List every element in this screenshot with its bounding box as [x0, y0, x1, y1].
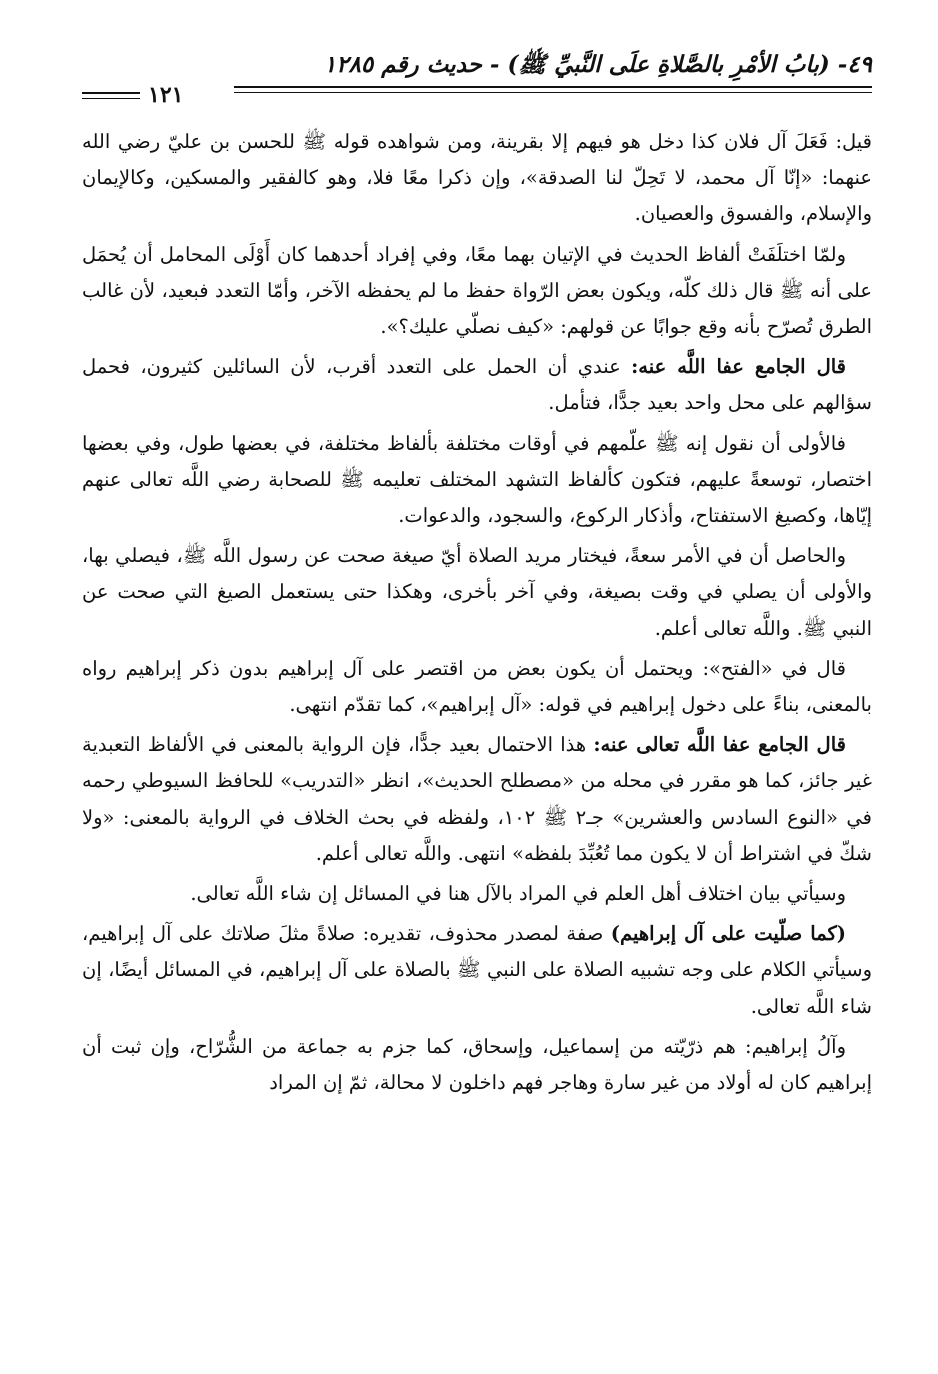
document-page: [82, 48, 872, 1105]
paragraph-text: فالأولى أن نقول إنه ﷺ علّمهم في أوقات مختلفة بألفاظ مختلفة، في بعضها طول، وفي بعضها اختصار، توسعةً عليهم، فتكون كألفاظ التشهد المختلف تعليمه ﷺ للصحابة رضي اللَّه تعالى عنهم إيّاها، وكصيغ الاستفتاح، وأذكار الركوع، والسجود، والدعوات.: [82, 431, 872, 528]
paragraph-text: صفة لمصدر محذوف، تقديره: صلاةً مثلَ صلاتك على آل إبراهيم، وسيأتي الكلام على وجه تشبيه الصلاة على النبي ﷺ بالصلاة على آل إبراهيم، في المسائل أيضًا، إن شاء اللَّه تعالى.: [82, 922, 872, 1018]
page-header: [82, 48, 872, 108]
paragraph-text: هذا الاحتمال بعيد جدًّا، فإن الرواية بالمعنى في الألفاظ التعبدية غير جائز، كما هو مقرر في محله من «مصطلح الحديث»، انظر «التدريب» للحافظ السيوطي رحمه في «النوع السادس والعشرين» جـ٢ ﷺ ١٠٢، ولفظه في بحث الخلاف في الرواية بالمعنى: «ولا شكّ في اشتراط أن لا يكون مما تُعُبِّدَ بلفظه» انتهى. واللَّه تعالى أعلم.: [82, 733, 872, 865]
paragraph-10: [82, 1029, 872, 1101]
page-number-rule-thin: [82, 98, 140, 99]
page-number-rule-thick: [82, 92, 140, 94]
paragraph-text: وسيأتي بيان اختلاف أهل العلم في المراد بالآل هنا في المسائل إن شاء اللَّه تعالى.: [190, 882, 846, 906]
paragraph-lead: (كما صلّيت على آل إبراهيم): [610, 922, 846, 946]
paragraph-8: [82, 876, 872, 912]
paragraph-text: والحاصل أن في الأمر سعةً، فيختار مريد الصلاة أيّ صيغة صحت عن رسول اللَّه ﷺ، فيصلي بها، والأولى أن يصلي في وقت بصيغة، وفي آخر بأخرى، وهكذا حتى يستعمل الصيغ التي صحت عن النبي ﷺ. واللَّه تعالى أعلم.: [82, 544, 872, 640]
header-rule-thick: [234, 86, 872, 88]
paragraph-text: قال في «الفتح»: ويحتمل أن يكون بعض من اقتصر على آل إبراهيم بدون ذكر إبراهيم رواه بالمعنى، بناءً على دخول إبراهيم في قوله: «آل إبراهيم»، كما تقدّم انتهى.: [82, 656, 872, 717]
chapter-heading: ٤٩- (بابُ الأمْرِ بالصَّلاةِ علَى النَّبيِّ ﷺ) - حديث رقم ١٢٨٥: [323, 51, 872, 78]
paragraph-9: [82, 916, 872, 1025]
paragraph-6: [82, 651, 872, 723]
page-number: ١٢١: [148, 82, 184, 108]
paragraph-1: [82, 124, 872, 233]
body-text: [82, 124, 872, 1101]
paragraph-lead: قال الجامع عفا اللَّه عنه:: [631, 355, 846, 379]
paragraph-text: عندي أن الحمل على التعدد أقرب، لأن السائلين كثيرون، فحمل سؤالهم على محل واحد بعيد جدًّا، فتأمل.: [82, 355, 872, 415]
paragraph-5: [82, 538, 872, 647]
paragraph-3: [82, 349, 872, 421]
header-rule-thin: [234, 92, 872, 93]
paragraph-text: وآلُ إبراهيم: هم ذرّيّته من إسماعيل، وإسحاق، كما جزم به جماعة من الشُّرّاح، وإن ثبت أن إبراهيم كان له أولاد من غير سارة وهاجر فهم داخلون لا محالة، ثمّ إن المراد: [82, 1034, 872, 1095]
paragraph-4: [82, 426, 872, 535]
paragraph-lead: قال الجامع عفا اللَّه تعالى عنه:: [593, 733, 846, 757]
paragraph-2: [82, 237, 872, 346]
paragraph-7: [82, 727, 872, 872]
paragraph-text: قيل: فَعَلَ آل فلان كذا دخل هو فيهم إلا بقرينة، ومن شواهده قوله ﷺ للحسن بن عليّ رضي الله عنهما: «إنّا آل محمد، لا تَحِلّ لنا الصدقة»، وإن ذكرا معًا فلا، وهو كالفقير والمسكين، وكالإيمان والإسلام، والفسوق والعصيان.: [82, 130, 872, 226]
paragraph-text: ولمّا اختلَفَتْ ألفاظ الحديث في الإتيان بهما معًا، وفي إفراد أحدهما كان أَوْلَى المحامل أن يُحمَل على أنه ﷺ قال ذلك كلّه، ويكون بعض الرّواة حفظ ما لم يحفظه الآخر، وأمّا التعدد فبعيد، لأن غالب الطرق تُصرّح بأنه وقع جوابًا عن قولهم: «كيف نصلّي عليك؟».: [82, 242, 872, 339]
